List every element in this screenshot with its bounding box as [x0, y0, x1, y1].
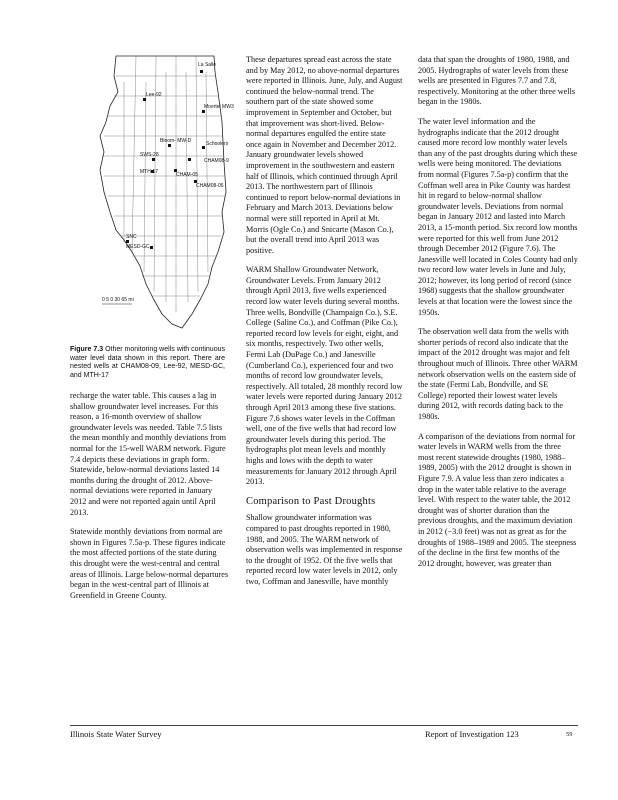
svg-text:0 5 0 30 65 mi: 0 5 0 30 65 mi: [102, 297, 134, 303]
paragraph: WARM Shallow Groundwater Network, Groundwater Levels. From January 2012 through April 2013, five wells experienced record low water levels during several months. Three wells, Bondville (Champaign Co.), S.E. College (Saline Co.), and Coffman (Pike Co.), reported record low levels for eight, eight, and six months, respectively. Two other wells, Fermi Lab (DuPage Co.) and Janesville (Cumberland Co.), experienced four and two months of record low groundwater levels, respectively. All totaled, 28 monthly record low water levels were reported during January 2012 through April 2013 among these five stations. Figure 7.6 shows water levels in the Coffman well, one of the five wells that had record low groundwater levels during this period. The hydrographs plot mean levels and monthly highs and lows with the depth to water measurements for January 2012 through April 2013.: [246, 265, 403, 487]
paragraph: recharge the water table. This causes a lag in shallow groundwater level increases. For this reason, a 16-month overview of shallow groundwater levels was needed. Table 7.5 lists the mean monthly and monthly deviations from normal for the 15-well WARM network. Figure 7.4 depicts these deviations in graph form. Statewide, below-normal deviations lasted 14 months during the drought of 2012. Above-normal deviations were reported in January 2012 and were not reported again until April 2013.: [70, 391, 226, 517]
footer-publisher: Illinois State Water Survey: [70, 729, 162, 739]
page-number: 59: [566, 731, 573, 738]
svg-text:Moertel MW3: Moertel MW3: [204, 104, 234, 110]
footer-divider: [70, 725, 578, 726]
paragraph: Statewide monthly deviations from normal are shown in Figures 7.5a-p. These figures indicate the most affected portions of the state during this drought were the west-central and central areas of Illinois. Large below-normal departures began in the west-central part of Illinois at Greenfield in Greene County.: [70, 527, 229, 600]
svg-text:Schoolers: Schoolers: [206, 141, 229, 147]
svg-text:SWS-28: SWS-28: [140, 152, 159, 158]
illinois-well-map: [96, 52, 236, 338]
text-column-1: [70, 391, 230, 610]
paragraph: Shallow groundwater information was compared to past droughts reported in 1980, 1988, and 2005. The WARM network of observation wells was implemented in response to the drought of 1952. Of the five wells that reported record low water levels in 2012, only two, Coffman and Janesville, have monthly: [246, 513, 403, 586]
figure-number: Figure 7.3: [70, 346, 104, 353]
section-heading: Comparison to Past Droughts: [246, 495, 376, 507]
paragraph: A comparison of the deviations from normal for water levels in WARM wells from the three most recent statewide droughts (1980, 1988–1989, 2005) with the 2012 drought is shown in Figure 7.9. A value less than zero indicates a drop in the water table relative to the average level. With respect to the water table, the 2012 drought was of shorter duration than the previous droughts, and the maximum deviation in 2012 (−3.0 feet) was not as great as for the droughts of 1988–1989 and 2005. The steepness of the decline in the first few months of the 2012 drought, however, was greater than: [418, 431, 577, 568]
svg-text:La Salle: La Salle: [198, 62, 217, 68]
figure-caption-text: Other monitoring wells with continuous water level data shown in this report. There are nested wells at CHAM08-09, Lee-92, MESD-GC, and MTH-17: [70, 346, 225, 379]
text-column-2: [246, 55, 403, 597]
well-markers: [126, 70, 205, 249]
footer-report-title: Report of Investigation 123: [425, 729, 519, 739]
paragraph: The water level information and the hydrographs indicate that the 2012 drought caused more record low monthly water levels than any of the past droughts during which these wells were being monitored. The deviations from normal (Figures 7.5a-p) confirm that the Coffman well area in Pike County was hardest hit in regard to below-normal shallow groundwater levels. Deviations from normal began in January 2012 and lasted into March 2013, a 15-month period. Six record low months were reported for this well from June 2012 through December 2012 (Figure 7.6). The Janesville well located in Coles County had only two record low water levels in June and July, 2012; however, its long period of record (since 1968) suggests that the shallow groundwater levels at that location were the lowest since the 1950s.: [418, 116, 578, 317]
map-scale-bar: [102, 297, 134, 304]
svg-text:CHAM-05: CHAM-05: [176, 172, 198, 178]
svg-text:Lee-92: Lee-92: [146, 92, 162, 98]
paragraph: data that span the droughts of 1980, 1988, and 2005. Hydrographs of water levels from these wells are presented in Figures 7.7 and 7.8, respectively. Monitoring at the other three wells began in the 1980s.: [418, 55, 576, 107]
svg-text:SNC: SNC: [126, 234, 137, 240]
svg-text:MESD-GC: MESD-GC: [126, 244, 150, 250]
figure-caption: [70, 346, 225, 380]
svg-text:CHAM08-9: CHAM08-9: [204, 158, 229, 164]
svg-text:CHAM08-05: CHAM08-05: [196, 183, 224, 189]
svg-text:MTH-17: MTH-17: [140, 169, 159, 175]
svg-text:Bloom- MW-D: Bloom- MW-D: [160, 138, 192, 144]
paragraph: The observation well data from the wells with shorter periods of record also indicate that the impact of the 2012 drought was major and felt throughout much of Illinois. Three other WARM network observation wells on the eastern side of the state (Fermi Lab, Bondville, and SE College) reported their lowest water levels during 2012, with records dating back to the 1980s.: [418, 327, 578, 421]
text-column-3: [418, 55, 578, 578]
paragraph: These departures spread east across the state and by May 2012, no above-normal departures were reported in Illinois. June, July, and August continued the below-normal trend. The southern part of the state showed some improvement in September and October, but that improvement was short-lived. Below-normal departures engulfed the entire state once again in November and December 2012. January groundwater levels showed improvement in the southwestern and eastern half of Illinois, which continued through April 2013. The northwestern part of Illinois continued to report below-normal deviations in February and March 2013. Deviations below normal were still reported in April at Mt. Morris (Ogle Co.) and Snicarte (Mason Co.), but the overall trend into April 2013 was positive.: [246, 55, 403, 255]
